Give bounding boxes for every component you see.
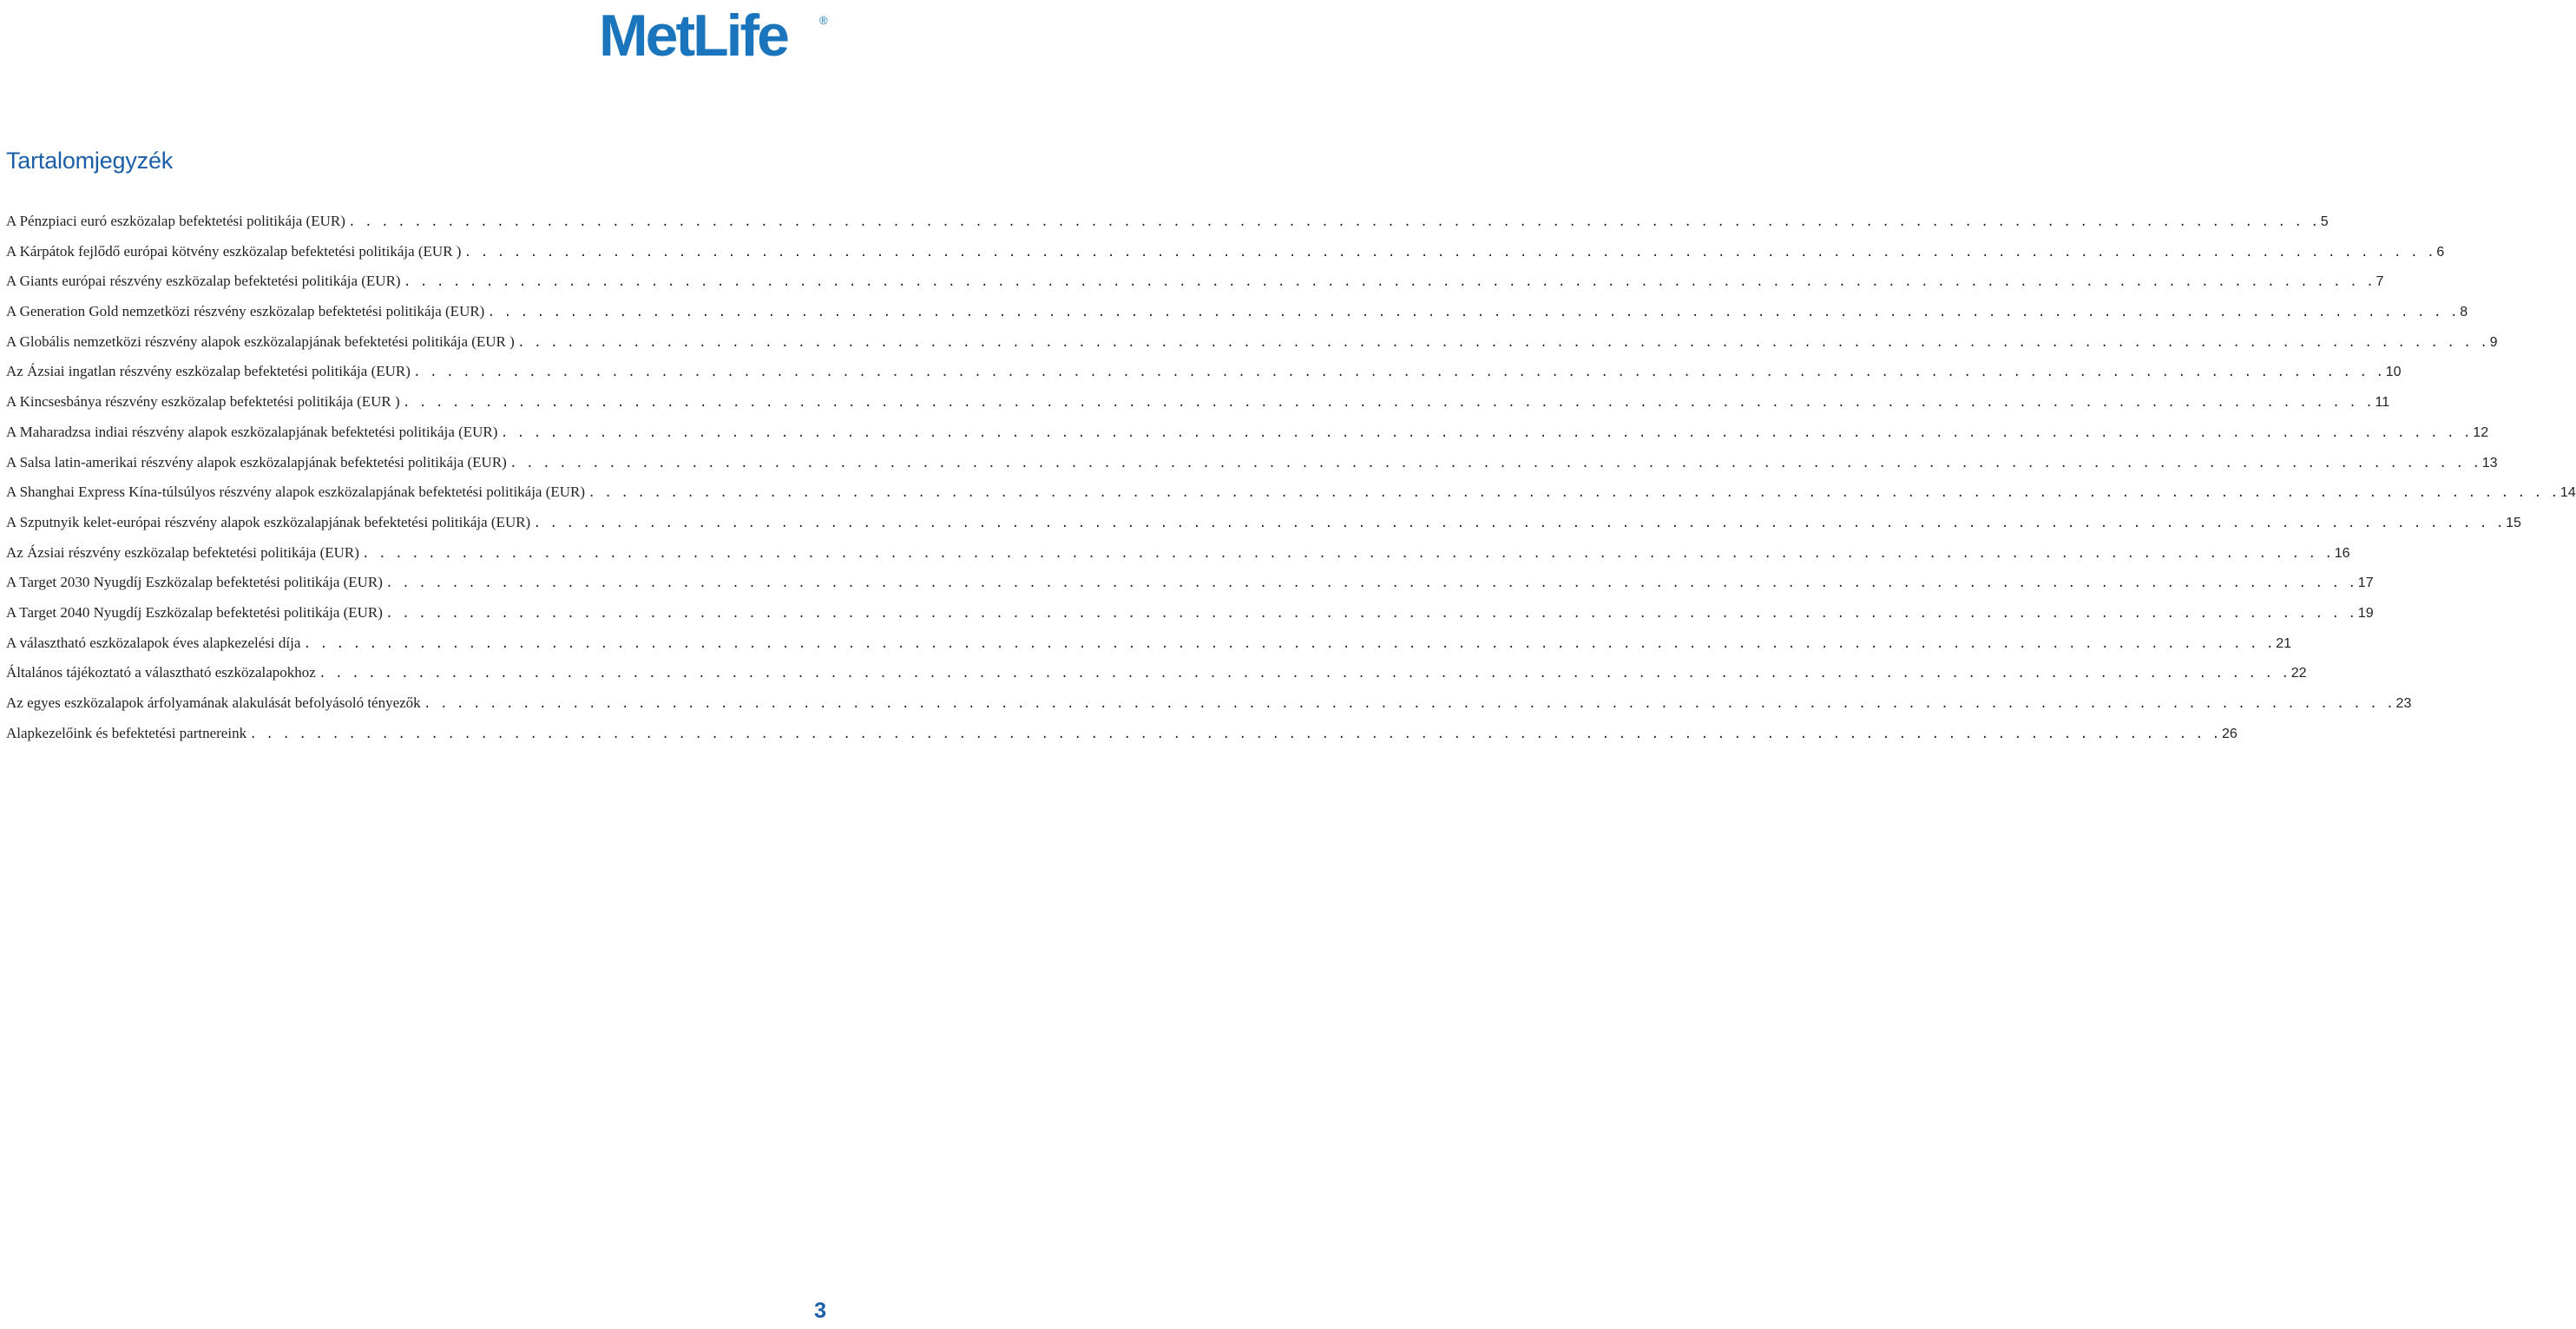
dot-leader: . . . . . . . . . . . . . . . . . . . . . . . . . . . . . . . . . . . . . . . . . . . . . . . . . . . . . . . . . . . . . . . . . . . . . . . . . . . . . . . . . . . . . . . . . . . . . . . . . . . . . . . . . . . . . . . . . . . . . . . .	[463, 245, 2435, 260]
toc-entry-label: A Szputnyik kelet-európai részvény alapok eszközalapjának befektetési politikája (EUR)	[6, 513, 531, 530]
dot-leader: . . . . . . . . . . . . . . . . . . . . . . . . . . . . . . . . . . . . . . . . . . . . . . . . . . . . . . . . . . . . . . . . . . . . . . . . . . . . . . . . . . . . . . . . . . . . . . . . . . . . . . . . . . . . . . . . . . . . . . . .	[303, 636, 2275, 652]
toc-entry[interactable]	[6, 207, 2329, 237]
toc-entry[interactable]	[6, 658, 2307, 688]
toc-entry-page: 16	[2334, 545, 2350, 561]
toc-entry-page: 19	[2357, 605, 2374, 621]
toc-entry-page: 22	[2290, 666, 2307, 681]
dot-leader: . . . . . . . . . . . . . . . . . . . . . . . . . . . . . . . . . . . . . . . . . . . . . . . . . . . . . . . . . . . . . . . . . . . . . . . . . . . . . . . . . . . . . . . . . . . . . . . . . . . . . . . . . . . . . . . . . . . . . . . .	[384, 576, 2356, 592]
metlife-logo	[599, 3, 830, 69]
toc-entry[interactable]	[6, 628, 2292, 659]
toc-entry-label: Az Ázsiai részvény eszközalap befektetési politikája (EUR)	[6, 543, 359, 561]
dot-leader: . . . . . . . . . . . . . . . . . . . . . . . . . . . . . . . . . . . . . . . . . . . . . . . . . . . . . . . . . . . . . . . . . . . . . . . . . . . . . . . . . . . . . . . . . . . . . . . . . . . . . . . . . . . . . . . . . . . . . . . .	[361, 546, 2333, 562]
toc-entry-label: A Target 2030 Nyugdíj Eszközalap befektetési politikája (EUR)	[6, 574, 383, 591]
toc-entry[interactable]	[6, 327, 2498, 358]
toc-entry-label: A Kincsesbánya részvény eszközalap befektetési politikája (EUR )	[6, 393, 400, 411]
toc-entry-label: A Shanghai Express Kína-túlsúlyos részvény alapok eszközalapjának befektetési politikája (EUR)	[6, 484, 586, 501]
dot-leader: . . . . . . . . . . . . . . . . . . . . . . . . . . . . . . . . . . . . . . . . . . . . . . . . . . . . . . . . . . . . . . . . . . . . . . . . . . . . . . . . . . . . . . . . . . . . . . . . . . . . . . . . . . . . . . . . . . . . . . . .	[533, 516, 2505, 531]
toc-entry[interactable]	[6, 719, 2238, 749]
dot-leader: . . . . . . . . . . . . . . . . . . . . . . . . . . . . . . . . . . . . . . . . . . . . . . . . . . . . . . . . . . . . . . . . . . . . . . . . . . . . . . . . . . . . . . . . . . . . . . . . . . . . . . . . . . . . . . . . . . . . . . . .	[402, 396, 2374, 411]
toc-entry-page: 6	[2436, 244, 2445, 260]
toc-entry-label: A Maharadzsa indiai részvény alapok eszközalapjának befektetési politikája (EUR)	[6, 423, 498, 440]
toc-entry[interactable]	[6, 357, 2402, 387]
toc-entry-page: 8	[2460, 305, 2468, 320]
toc-entry-label: A Giants európai részvény eszközalap befektetési politikája (EUR)	[6, 273, 401, 290]
toc-entry-page: 17	[2357, 576, 2374, 591]
toc-entry[interactable]	[6, 598, 2374, 628]
toc-entry-label: A választható eszközalapok éves alapkezelési díja	[6, 634, 301, 651]
table-of-contents	[6, 207, 2576, 748]
toc-entry[interactable]	[6, 568, 2374, 598]
toc-entry-page: 13	[2481, 455, 2498, 470]
toc-entry-label: A Kárpátok fejlődő európai kötvény eszközalap befektetési politikája (EUR )	[6, 242, 462, 260]
toc-entry[interactable]	[6, 297, 2468, 327]
dot-leader: . . . . . . . . . . . . . . . . . . . . . . . . . . . . . . . . . . . . . . . . . . . . . . . . . . . . . . . . . . . . . . . . . . . . . . . . . . . . . . . . . . . . . . . . . . . . . . . . . . . . . . . . . . . . . . . . . . . . . . . .	[487, 306, 2459, 321]
toc-entry[interactable]	[6, 237, 2445, 267]
dot-leader: . . . . . . . . . . . . . . . . . . . . . . . . . . . . . . . . . . . . . . . . . . . . . . . . . . . . . . . . . . . . . . . . . . . . . . . . . . . . . . . . . . . . . . . . . . . . . . . . . . . . . . . . . . . . . . . . . . . . . . . .	[318, 667, 2290, 682]
toc-entry[interactable]	[6, 418, 2489, 448]
toc-entry[interactable]	[6, 477, 2576, 508]
dot-leader: . . . . . . . . . . . . . . . . . . . . . . . . . . . . . . . . . . . . . . . . . . . . . . . . . . . . . . . . . . . . . . . . . . . . . . . . . . . . . . . . . . . . . . . . . . . . . . . . . . . . . . . . . . . . . . . . . . . . . . . .	[412, 365, 2384, 381]
page-number: 3	[814, 1299, 826, 1323]
toc-entry-page: 21	[2276, 635, 2292, 651]
toc-entry-label: A Salsa latin-amerikai részvény alapok eszközalapjának befektetési politikája (EUR)	[6, 453, 507, 470]
toc-entry-page: 9	[2489, 334, 2498, 350]
registered-mark: ®	[819, 14, 828, 27]
dot-leader: . . . . . . . . . . . . . . . . . . . . . . . . . . . . . . . . . . . . . . . . . . . . . . . . . . . . . . . . . . . . . . . . . . . . . . . . . . . . . . . . . . . . . . . . . . . . . . . . . . . . . . . . . . . . . . . . . . . . . . . .	[516, 335, 2488, 351]
toc-entry-page: 26	[2221, 726, 2238, 741]
toc-entry-label: A Target 2040 Nyugdíj Eszközalap befektetési politikája (EUR)	[6, 603, 383, 621]
toc-entry-label: Alapkezelőink és befektetési partnereink	[6, 724, 247, 741]
dot-leader: . . . . . . . . . . . . . . . . . . . . . . . . . . . . . . . . . . . . . . . . . . . . . . . . . . . . . . . . . . . . . . . . . . . . . . . . . . . . . . . . . . . . . . . . . . . . . . . . . . . . . . . . . . . . . . . . . . . . . . . .	[384, 606, 2356, 622]
toc-entry-label: A Generation Gold nemzetközi részvény eszközalap befektetési politikája (EUR)	[6, 303, 485, 320]
dot-leader: . . . . . . . . . . . . . . . . . . . . . . . . . . . . . . . . . . . . . . . . . . . . . . . . . . . . . . . . . . . . . . . . . . . . . . . . . . . . . . . . . . . . . . . . . . . . . . . . . . . . . . . . . . . . . . . . . . . . . . . .	[509, 456, 2481, 471]
dot-leader: . . . . . . . . . . . . . . . . . . . . . . . . . . . . . . . . . . . . . . . . . . . . . . . . . . . . . . . . . . . . . . . . . . . . . . . . . . . . . . . . . . . . . . . . . . . . . . . . . . . . . . . . . . . . . . . . . . . . . . . .	[403, 275, 2375, 291]
dot-leader: . . . . . . . . . . . . . . . . . . . . . . . . . . . . . . . . . . . . . . . . . . . . . . . . . . . . . . . . . . . . . . . . . . . . . . . . . . . . . . . . . . . . . . . . . . . . . . . . . . . . . . . . . . . . . . . . . . . . . . . .	[249, 727, 2220, 742]
toc-entry[interactable]	[6, 538, 2350, 569]
toc-entry-page: 5	[2320, 214, 2329, 229]
toc-entry-page: 15	[2506, 515, 2521, 530]
toc-entry-page: 14	[2560, 485, 2576, 501]
toc-entry-label: Az Ázsiai ingatlan részvény eszközalap befektetési politikája (EUR)	[6, 363, 411, 380]
toc-entry[interactable]	[6, 387, 2390, 418]
dot-leader: . . . . . . . . . . . . . . . . . . . . . . . . . . . . . . . . . . . . . . . . . . . . . . . . . . . . . . . . . . . . . . . . . . . . . . . . . . . . . . . . . . . . . . . . . . . . . . . . . . . . . . . . . . . . . . . . . . . . . . . .	[588, 486, 2559, 502]
toc-entry-label: A Pénzpiaci euró eszközalap befektetési politikája (EUR)	[6, 213, 345, 229]
toc-entry-label: Általános tájékoztató a választható eszközalapokhoz	[6, 664, 316, 681]
toc-entry[interactable]	[6, 688, 2412, 719]
toc-entry-page: 12	[2473, 424, 2489, 440]
toc-entry[interactable]	[6, 266, 2384, 297]
toc-entry-label: Az egyes eszközalapok árfolyamának alakulását befolyásoló tényezők	[6, 694, 421, 711]
toc-entry[interactable]	[6, 448, 2498, 478]
toc-entry-page: 11	[2375, 395, 2390, 411]
toc-entry[interactable]	[6, 508, 2521, 538]
toc-entry-page: 7	[2376, 274, 2384, 290]
metlife-logo-text: MetLife	[599, 3, 787, 69]
dot-leader: . . . . . . . . . . . . . . . . . . . . . . . . . . . . . . . . . . . . . . . . . . . . . . . . . . . . . . . . . . . . . . . . . . . . . . . . . . . . . . . . . . . . . . . . . . . . . . . . . . . . . . . . . . . . . . . . . . . . . . . .	[347, 215, 2319, 230]
toc-entry-page: 10	[2385, 365, 2402, 380]
toc-entry-page: 23	[2395, 696, 2412, 711]
dot-leader: . . . . . . . . . . . . . . . . . . . . . . . . . . . . . . . . . . . . . . . . . . . . . . . . . . . . . . . . . . . . . . . . . . . . . . . . . . . . . . . . . . . . . . . . . . . . . . . . . . . . . . . . . . . . . . . . . . . . . . . .	[423, 697, 2395, 712]
dot-leader: . . . . . . . . . . . . . . . . . . . . . . . . . . . . . . . . . . . . . . . . . . . . . . . . . . . . . . . . . . . . . . . . . . . . . . . . . . . . . . . . . . . . . . . . . . . . . . . . . . . . . . . . . . . . . . . . . . . . . . . .	[500, 425, 2472, 441]
page-title: Tartalomjegyzék	[6, 148, 174, 174]
toc-entry-label: A Globális nemzetközi részvény alapok eszközalapjának befektetési politikája (EUR )	[6, 332, 515, 350]
